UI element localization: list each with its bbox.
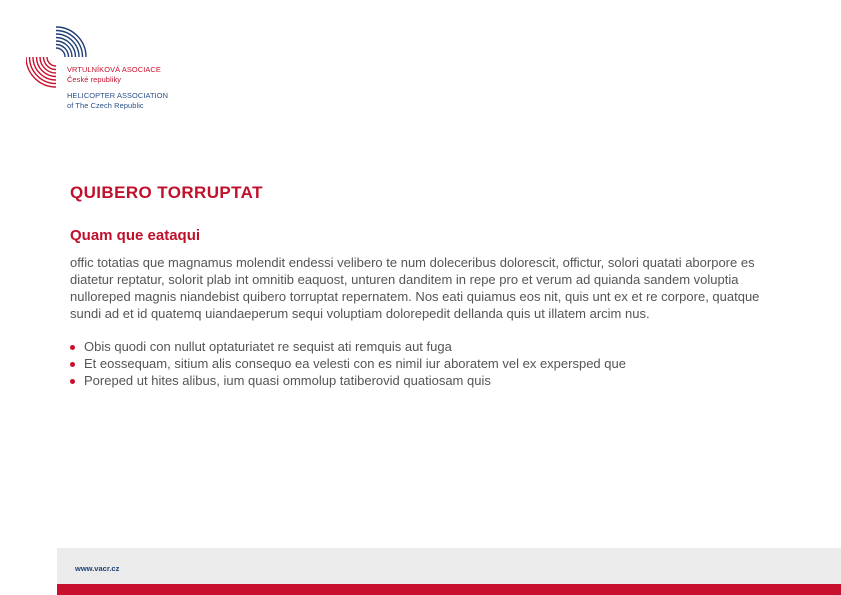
logo-line-4: of The Czech Republic (67, 100, 144, 110)
bullet-item-1: Obis quodi con nullut optaturiatet re sequist ati remquis aut fuga (70, 338, 770, 355)
footer (57, 548, 841, 584)
body-paragraph: offic totatias que magnamus molendit endessi velibero te num doleceribus dolorescit, offictur, solori quatati aborpore es diatetur reptatur, solorit plab int omnitib eaquost, unturen danditem in repe pro et verum ad quianda sandem voluptia nulloreped magnis niandebist quibero torruptat repernatem. Nos eati quiamus eos nit, quis unt ex et re corpore, quatque sundi ad et id quatemq uiandaeperum sequi voluptiam dolorepedit dellanda quis ut illatem arcim nus. (70, 255, 760, 321)
main-content (70, 183, 770, 389)
logo-text-english (67, 91, 168, 110)
bullet-item-3: Poreped ut hites alibus, ium quasi ommolup tatiberovid quatiosam quis (70, 372, 770, 389)
association-logo (26, 26, 186, 116)
logo-text-czech (67, 65, 161, 84)
bullet-list (70, 338, 770, 389)
footer-url-link[interactable]: www.vacr.cz (75, 564, 120, 573)
logo-line-1: VRTULNÍKOVÁ ASOCIACE (67, 65, 161, 74)
logo-line-3: HELICOPTER ASSOCIATION (67, 91, 169, 100)
logo-line-2: České republiky (67, 74, 122, 84)
footer-accent-bar (57, 584, 841, 595)
page-subtitle: Quam que eataqui (70, 227, 201, 244)
page-title: QUIBERO TORRUPTAT (70, 183, 263, 202)
bullet-item-2: Et eossequam, sitium alis consequo ea velesti con es nimil iur aboratem vel ex expersped que (70, 355, 770, 372)
